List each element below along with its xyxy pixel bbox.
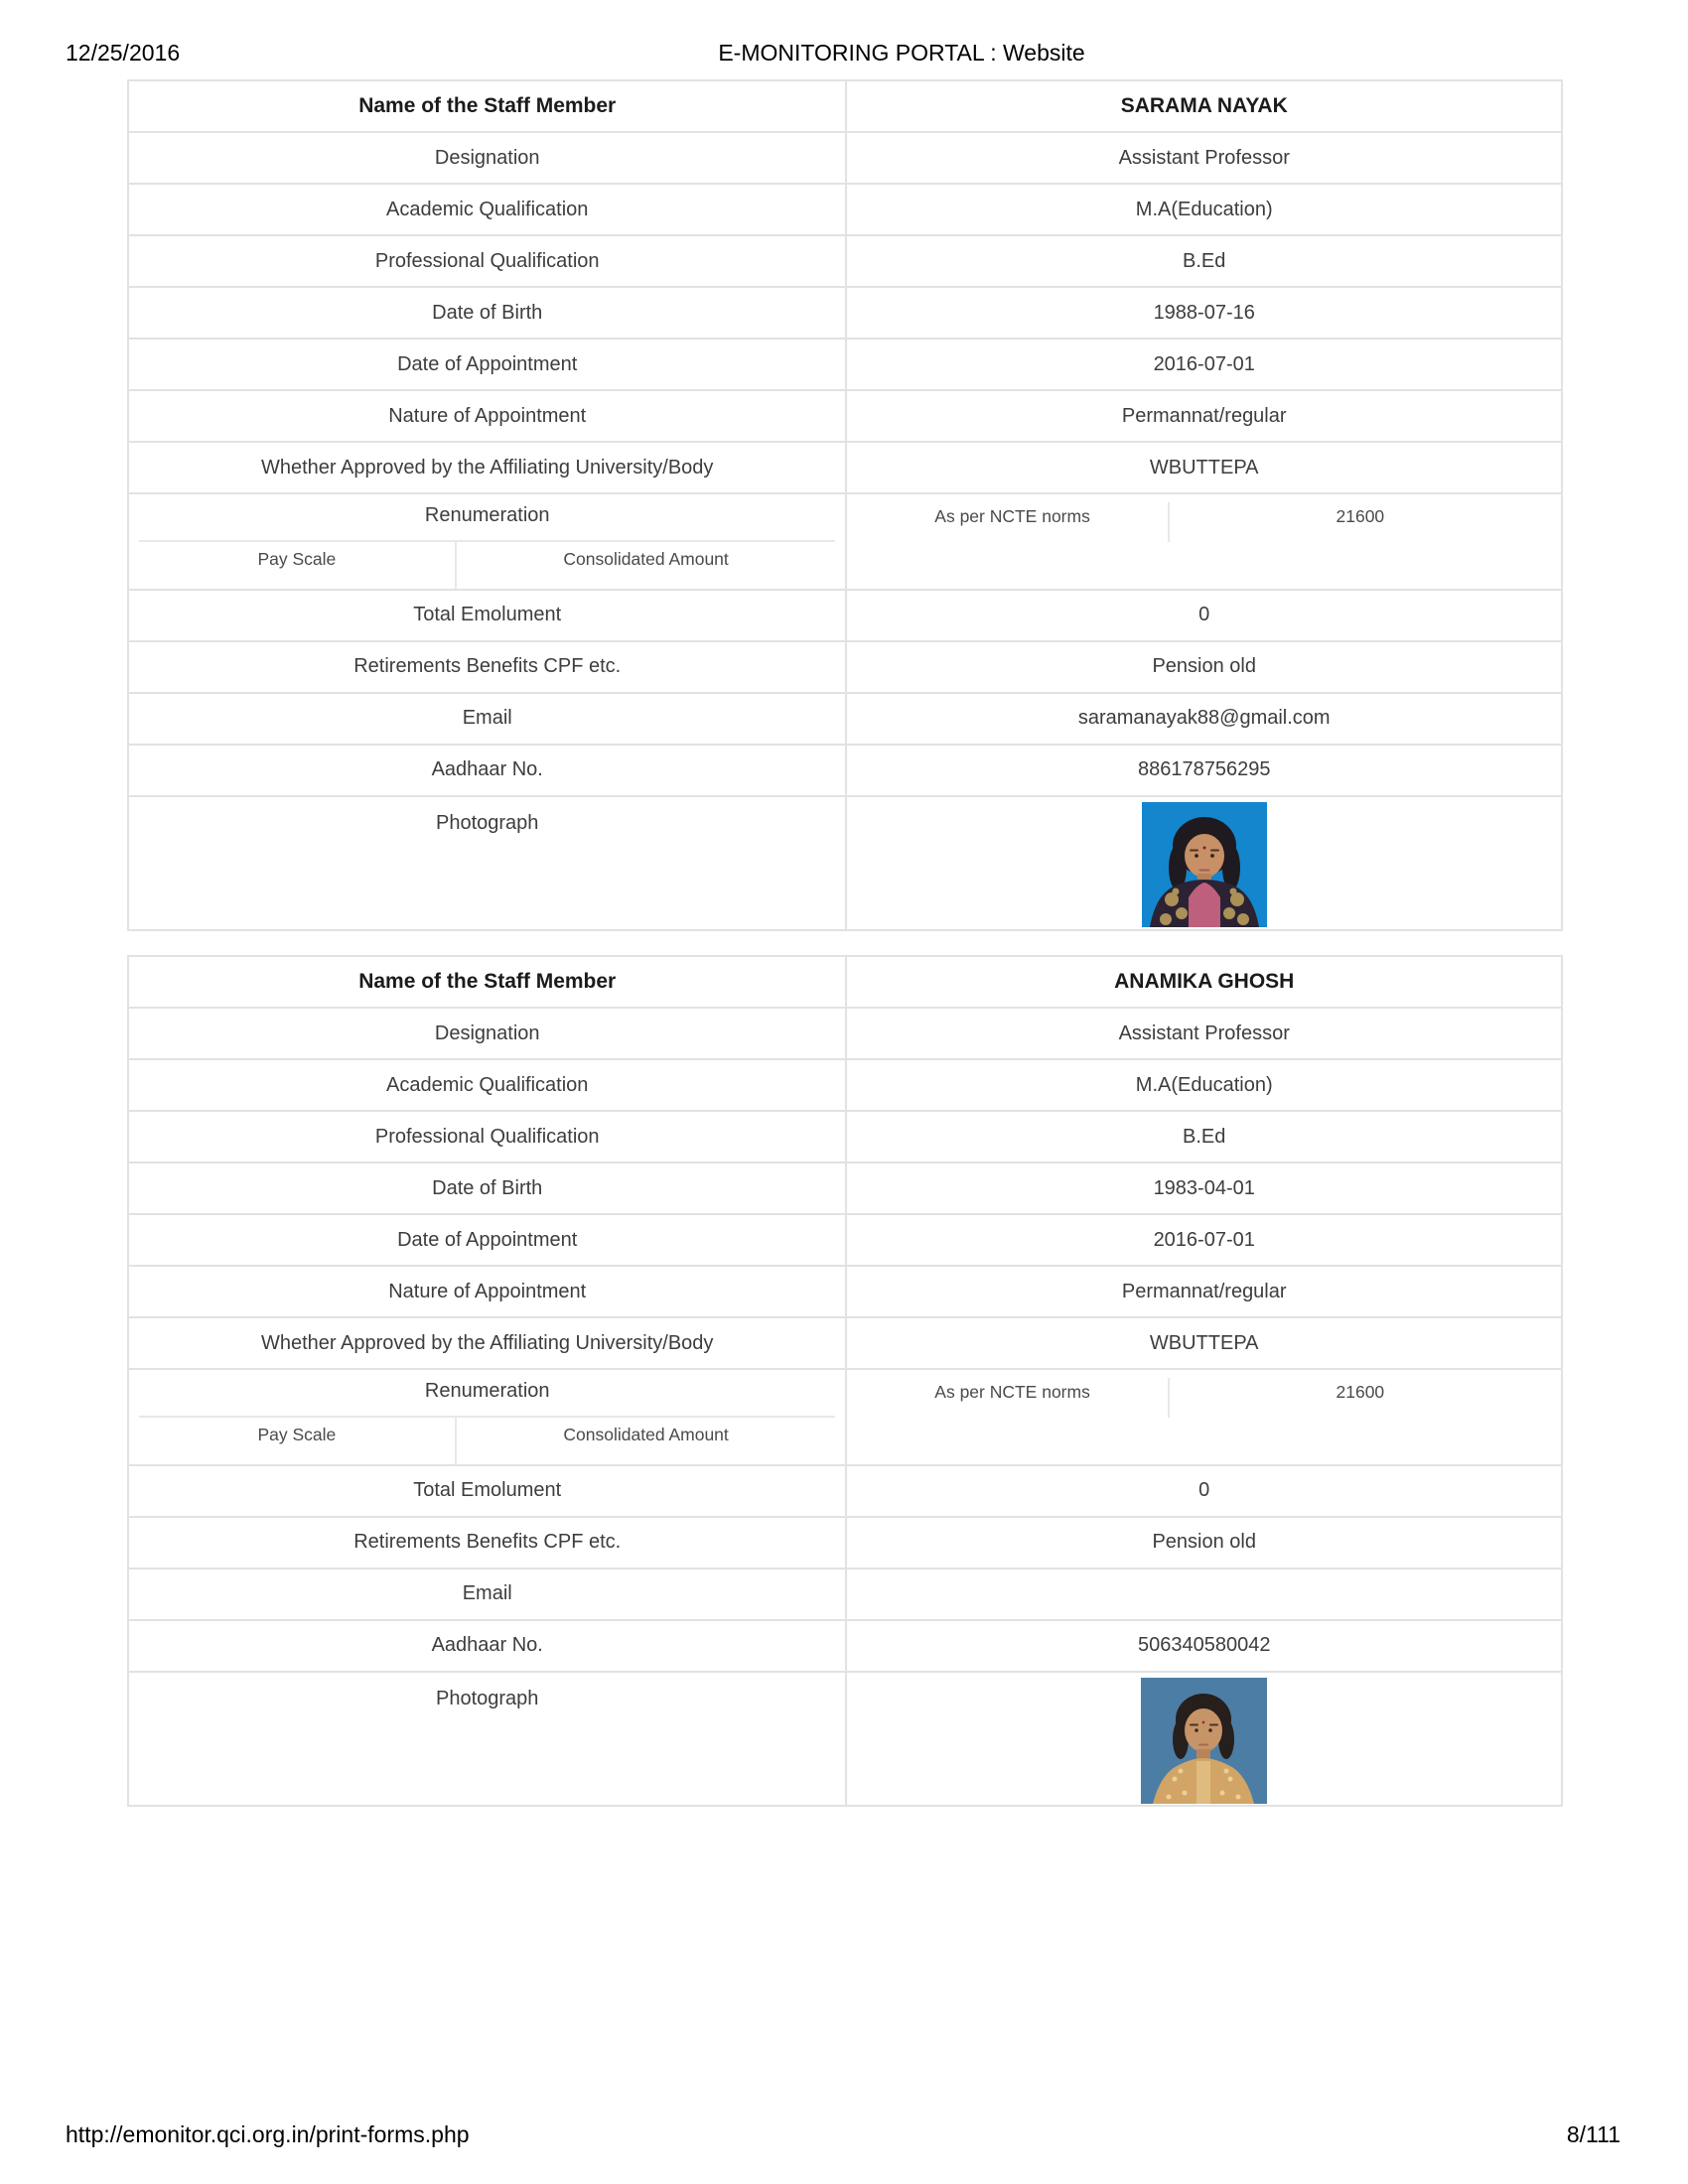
staff-table-1 [127,79,1563,931]
staff-table-2 [127,955,1563,1807]
value-professional-qualification: B.Ed [846,235,1562,287]
label-staff-name: Name of the Staff Member [128,80,846,132]
table-row [128,1266,1562,1317]
label-total-emolument: Total Emolument [128,590,846,641]
label-approved-by: Whether Approved by the Affiliating University/Body [128,1317,846,1369]
table-row [128,1111,1562,1162]
label-date-of-appointment: Date of Appointment [128,339,846,390]
label-retirement-benefits: Retirements Benefits CPF etc. [128,641,846,693]
renumeration-title: Renumeration [424,1380,550,1402]
table-row [128,1059,1562,1111]
value-date-of-birth: 1983-04-01 [846,1162,1562,1214]
table-row [128,590,1562,641]
value-consolidated-amount: 21600 [1168,502,1551,542]
value-aadhaar-no: 886178756295 [846,745,1562,796]
label-pay-scale: Pay Scale [257,1425,337,1444]
label-nature-of-appointment: Nature of Appointment [128,1266,846,1317]
table-row [128,80,1562,132]
value-academic-qualification: M.A(Education) [846,1059,1562,1111]
value-professional-qualification: B.Ed [846,1111,1562,1162]
table-row [128,956,1562,1008]
renumeration-subheader [139,1416,835,1464]
label-professional-qualification: Professional Qualification [128,235,846,287]
label-renumeration-cell [128,493,846,590]
table-row [128,1162,1562,1214]
label-retirement-benefits: Retirements Benefits CPF etc. [128,1517,846,1569]
value-pay-scale: As per NCTE norms [934,1382,1090,1402]
value-date-of-birth: 1988-07-16 [846,287,1562,339]
label-date-of-birth: Date of Birth [128,1162,846,1214]
table-row [128,1317,1562,1369]
value-total-emolument: 0 [846,590,1562,641]
value-academic-qualification: M.A(Education) [846,184,1562,235]
value-approved-by: WBUTTEPA [846,442,1562,493]
label-aadhaar-no: Aadhaar No. [128,745,846,796]
renumeration-title: Renumeration [424,504,550,526]
value-designation: Assistant Professor [846,1008,1562,1059]
renumeration-values [857,494,1551,542]
label-academic-qualification: Academic Qualification [128,1059,846,1111]
label-photograph: Photograph [128,1672,846,1806]
label-designation: Designation [128,132,846,184]
table-row [128,745,1562,796]
renumeration-values [857,1370,1551,1418]
value-approved-by: WBUTTEPA [846,1317,1562,1369]
label-academic-qualification: Academic Qualification [128,184,846,235]
value-nature-of-appointment: Permannat/regular [846,1266,1562,1317]
value-designation: Assistant Professor [846,132,1562,184]
value-renumeration-cell [846,1369,1562,1465]
label-photograph: Photograph [128,796,846,930]
label-email: Email [128,1569,846,1620]
value-staff-name: ANAMIKA GHOSH [846,956,1562,1008]
table-row-photograph [128,796,1562,930]
table-row [128,390,1562,442]
table-row [128,287,1562,339]
staff-photo [1142,802,1267,927]
label-designation: Designation [128,1008,846,1059]
print-date: 12/25/2016 [66,40,181,66]
table-row [128,1569,1562,1620]
label-consolidated-amount: Consolidated Amount [455,1418,836,1464]
table-row [128,1465,1562,1517]
table-row-renumeration [128,493,1562,590]
table-row [128,1008,1562,1059]
value-pay-scale: As per NCTE norms [934,506,1090,526]
table-row [128,132,1562,184]
value-nature-of-appointment: Permannat/regular [846,390,1562,442]
value-date-of-appointment: 2016-07-01 [846,1214,1562,1266]
table-row [128,1214,1562,1266]
label-approved-by: Whether Approved by the Affiliating University/Body [128,442,846,493]
value-photograph-cell [846,796,1562,930]
value-retirement-benefits: Pension old [846,1517,1562,1569]
value-email: saramanayak88@gmail.com [846,693,1562,745]
label-pay-scale: Pay Scale [257,549,337,569]
label-professional-qualification: Professional Qualification [128,1111,846,1162]
value-date-of-appointment: 2016-07-01 [846,339,1562,390]
value-staff-name: SARAMA NAYAK [846,80,1562,132]
value-aadhaar-no: 506340580042 [846,1620,1562,1672]
table-row [128,442,1562,493]
value-photograph-cell [846,1672,1562,1806]
table-row [128,184,1562,235]
value-renumeration-cell [846,493,1562,590]
page-title: E-MONITORING PORTAL : Website [718,40,1085,66]
table-row [128,235,1562,287]
label-renumeration-cell [128,1369,846,1465]
label-total-emolument: Total Emolument [128,1465,846,1517]
page-number: 8/111 [1566,2121,1620,2147]
table-row [128,1517,1562,1569]
renumeration-subheader [139,540,835,589]
table-row [128,1620,1562,1672]
label-nature-of-appointment: Nature of Appointment [128,390,846,442]
value-total-emolument: 0 [846,1465,1562,1517]
label-aadhaar-no: Aadhaar No. [128,1620,846,1672]
value-email [846,1569,1562,1620]
table-row [128,339,1562,390]
table-row-photograph [128,1672,1562,1806]
staff-photo [1141,1678,1267,1804]
value-consolidated-amount: 21600 [1168,1378,1551,1418]
label-date-of-birth: Date of Birth [128,287,846,339]
table-row-renumeration [128,1369,1562,1465]
label-date-of-appointment: Date of Appointment [128,1214,846,1266]
label-consolidated-amount: Consolidated Amount [455,542,836,589]
label-email: Email [128,693,846,745]
table-row [128,693,1562,745]
footer-url: http://emonitor.qci.org.in/print-forms.php [66,2121,470,2147]
label-staff-name: Name of the Staff Member [128,956,846,1008]
table-row [128,641,1562,693]
value-retirement-benefits: Pension old [846,641,1562,693]
